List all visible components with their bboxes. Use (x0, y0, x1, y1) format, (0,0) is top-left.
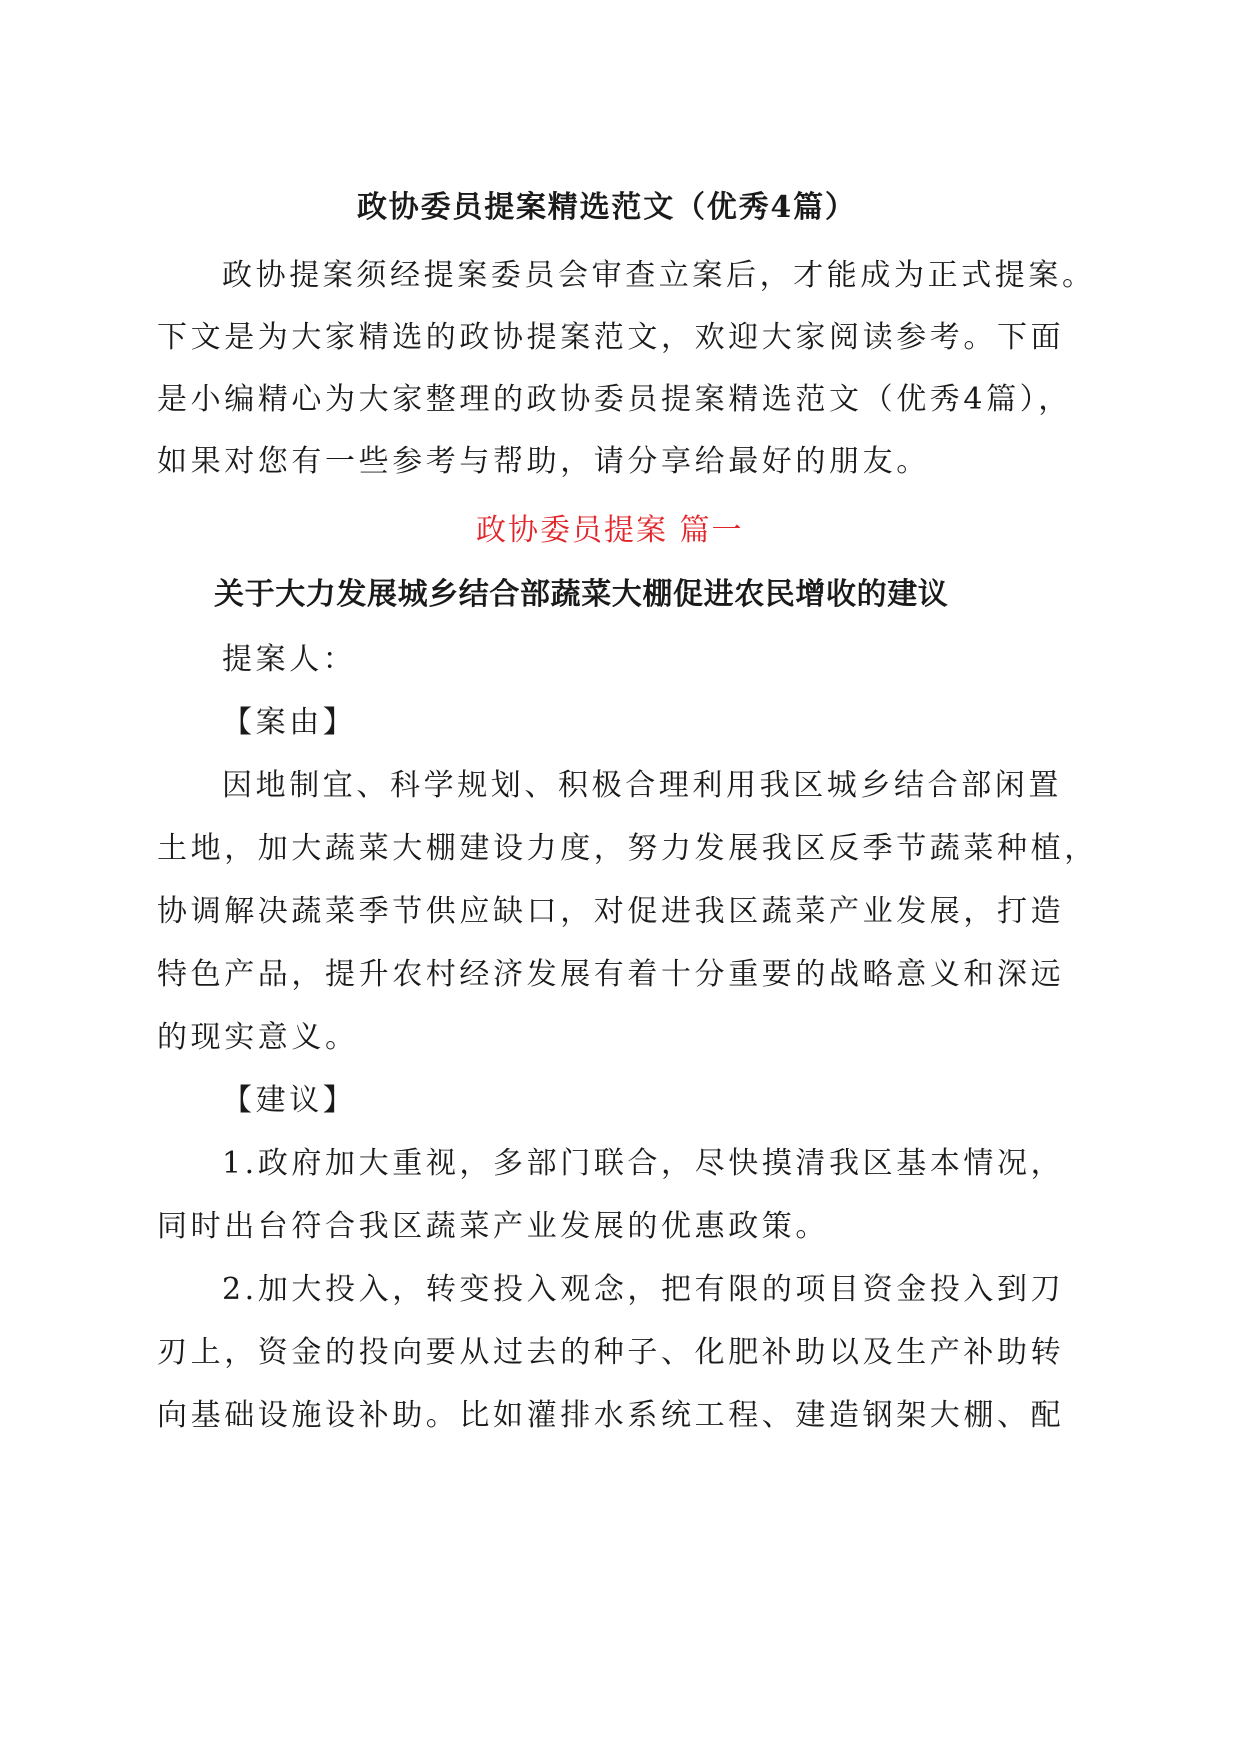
proposer-label: 提案人： (222, 642, 357, 677)
intro-line: 是小编精心为大家整理的政协委员提案精选范文（优秀4篇）， (157, 382, 1072, 417)
section-heading: 政协委员提案 篇一 (476, 513, 744, 548)
suggestion-2-line: 2.加大投入，转变投入观念，把有限的项目资金投入到刀 (222, 1272, 1065, 1307)
suggestion-2-line: 刃上，资金的投向要从过去的种子、化肥补助以及生产补助转 (157, 1335, 1065, 1370)
proposal-title: 关于大力发展城乡结合部蔬菜大棚促进农民增收的建议 (214, 577, 949, 612)
reason-line: 土地，加大蔬菜大棚建设力度，努力发展我区反季节蔬菜种植， (157, 831, 1098, 866)
suggestion-2-line: 向基础设施设补助。比如灌排水系统工程、建造钢架大棚、配 (157, 1398, 1065, 1433)
reason-line: 的现实意义。 (157, 1020, 359, 1055)
intro-line: 下文是为大家精选的政协提案范文，欢迎大家阅读参考。下面 (157, 320, 1065, 355)
suggestion-1-line: 同时出台符合我区蔬菜产业发展的优惠政策。 (157, 1209, 829, 1244)
document-title: 政协委员提案精选范文（优秀4篇） (357, 190, 857, 225)
reason-line: 协调解决蔬菜季节供应缺口，对促进我区蔬菜产业发展，打造 (157, 894, 1065, 929)
reason-heading: 【案由】 (222, 705, 357, 740)
reason-line: 特色产品，提升农村经济发展有着十分重要的战略意义和深远 (157, 957, 1065, 992)
suggestion-1-line: 1.政府加大重视，多部门联合，尽快摸清我区基本情况， (222, 1146, 1065, 1181)
suggestion-heading: 【建议】 (222, 1083, 357, 1118)
intro-line: 如果对您有一些参考与帮助，请分享给最好的朋友。 (157, 444, 930, 479)
reason-line: 因地制宜、科学规划、积极合理利用我区城乡结合部闲置 (222, 768, 1062, 803)
intro-line: 政协提案须经提案委员会审查立案后，才能成为正式提案。 (222, 258, 1096, 293)
